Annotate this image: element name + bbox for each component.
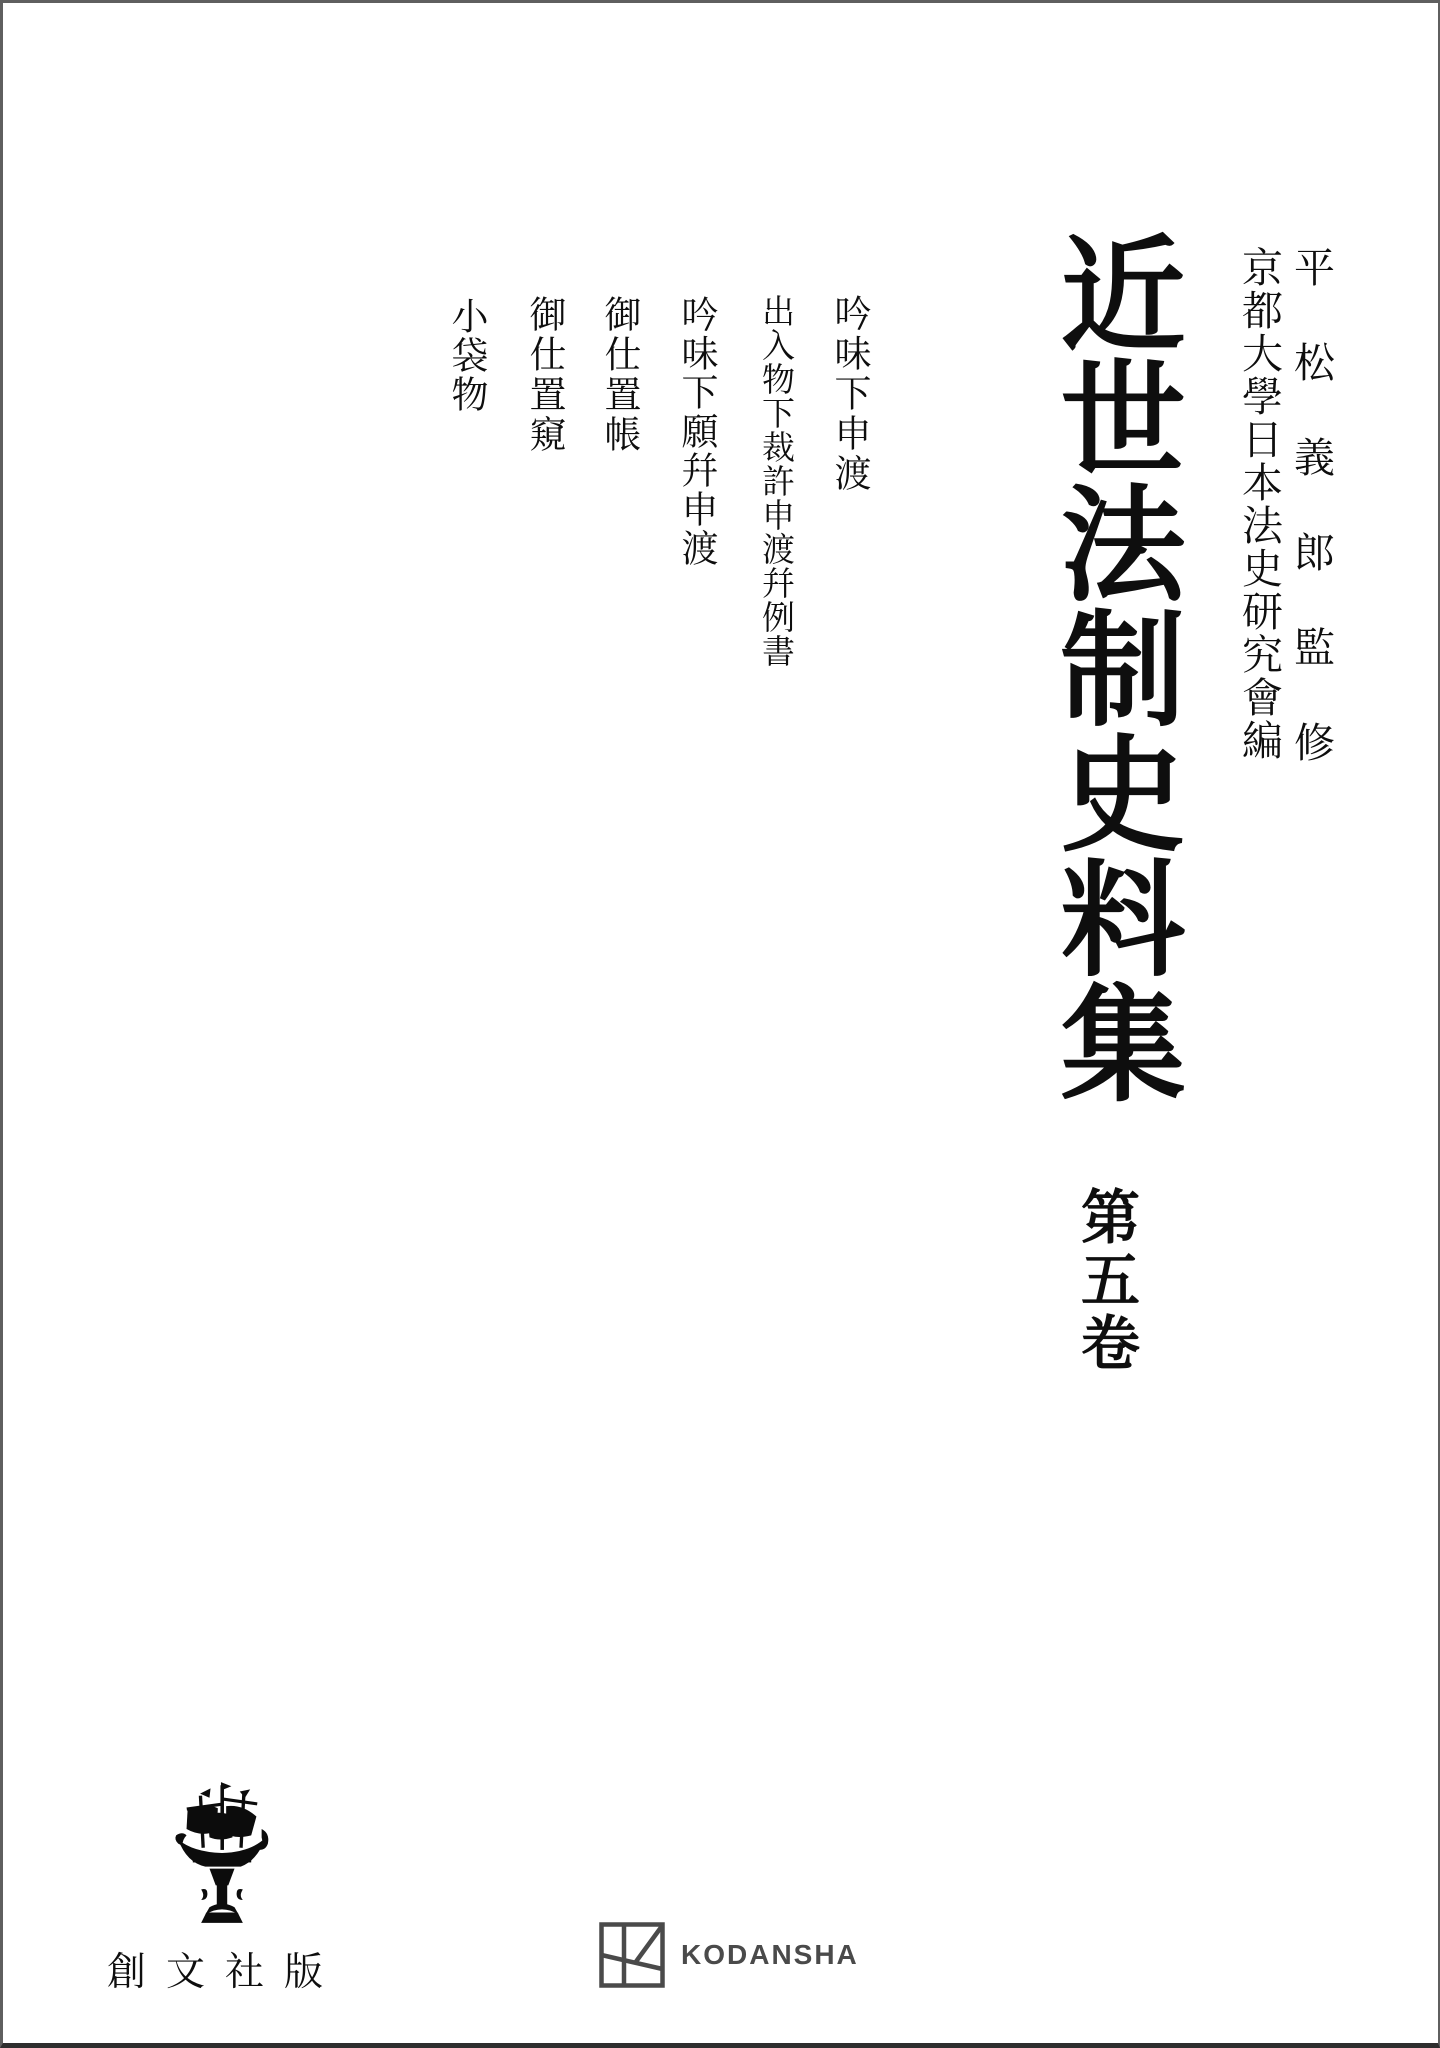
kodansha-logo: [599, 1922, 859, 1988]
editor-credit: 京都大學日本法史研究會編: [1236, 246, 1282, 762]
supervisor-credit: 平松義郎監修: [1288, 246, 1334, 816]
volume-number: 第五卷: [1072, 1186, 1138, 1375]
kodansha-wordmark: KODANSHA: [681, 1939, 859, 1970]
contents-item: 出入物下裁許申渡幷例書: [757, 294, 793, 668]
book-title: 近世法制史料集: [1041, 229, 1179, 1104]
contents-item: 吟味下申渡: [828, 294, 869, 494]
contents-item: 小袋物: [445, 297, 486, 414]
kodansha-square-k-icon: [599, 1922, 665, 1988]
contents-item: 御仕置窺: [523, 295, 564, 455]
sailing-ship-emblem-icon: [169, 1779, 275, 1925]
contents-item: 御仕置帳: [598, 295, 639, 455]
imprint-sobunsha: 創文社版: [107, 1951, 344, 1994]
contents-item: 吟味下願幷申渡: [675, 295, 716, 568]
